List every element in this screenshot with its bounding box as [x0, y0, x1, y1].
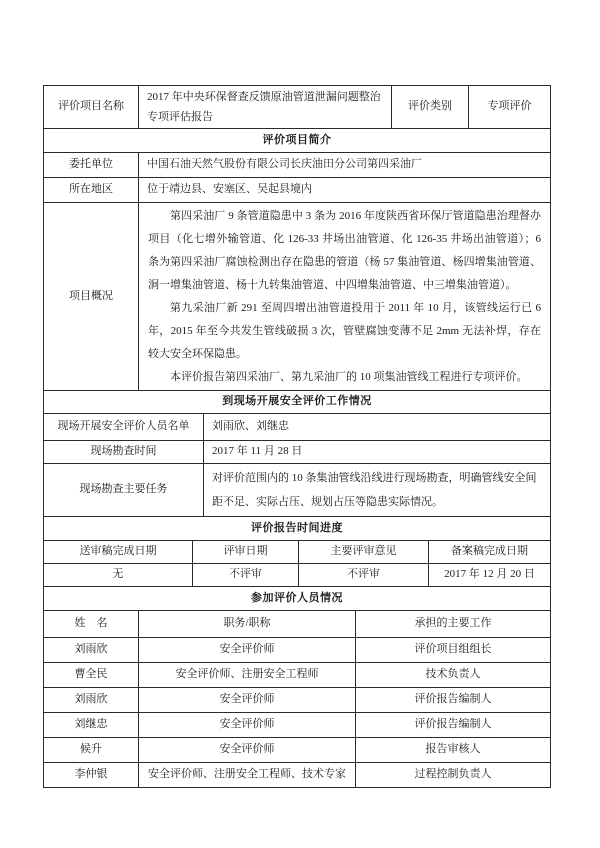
- personnel-name: 李仲银: [44, 763, 139, 788]
- overview-paragraph: 第九采油厂新 291 至周四增出油管道投用于 2011 年 10 月，该管线运行已 6 年，2015 年至今共发生管线破损 3 次，管壁腐蚀变薄不足 2mm 无法补焊，存在较大安全环保隐患。: [148, 302, 541, 360]
- table-row: [44, 129, 551, 153]
- table-row: [44, 611, 551, 638]
- personnel-name: 刘继忠: [44, 713, 139, 738]
- overview-paragraph: 第四采油厂 9 条管道隐患中 3 条为 2016 年度陕西省环保厅管道隐患治理督办项目（化七增外输管道、化 126-33 井场出油管道、化 126-35 井场出油管道）；6 条为第四采油厂腐蚀检测出存在隐患的管道（杨 57 集油管道、杨四增集油管道、涧一增集油管道、杨十九转集油管道、中四增集油管道、中三增集油管道）。: [148, 210, 541, 291]
- personnel-col-name: 姓 名: [44, 611, 139, 638]
- table-row: [44, 391, 551, 414]
- table-row: [44, 464, 551, 517]
- table-row: [44, 441, 551, 464]
- personnel-name: 曹全民: [44, 663, 139, 688]
- personnel-col-title: 职务/职称: [139, 611, 356, 638]
- overview-value: [139, 203, 551, 391]
- personnel-title: 安全评价师: [139, 713, 356, 738]
- personnel-work: 技术负责人: [356, 663, 551, 688]
- personnel-row: [44, 713, 551, 738]
- personnel-title: 安全评价师: [139, 688, 356, 713]
- survey-time-label: 现场勘查时间: [44, 441, 204, 464]
- table-row: [44, 178, 551, 203]
- table-row: [44, 414, 551, 441]
- section-heading-intro: 评价项目简介: [44, 129, 551, 153]
- personnel-work: 过程控制负责人: [356, 763, 551, 788]
- personnel-row: [44, 763, 551, 788]
- table-row: [44, 587, 551, 611]
- personnel-row: [44, 688, 551, 713]
- schedule-val-review-opinion: 不评审: [299, 564, 429, 587]
- overview-label: 项目概况: [44, 203, 139, 391]
- project-name-label: 评价项目名称: [44, 86, 139, 129]
- personnel-work: 评价项目组组长: [356, 638, 551, 663]
- personnel-name: 刘雨欣: [44, 688, 139, 713]
- personnel-work: 报告审核人: [356, 738, 551, 763]
- region-value: 位于靖边县、安塞区、吴起县境内: [139, 178, 551, 203]
- site-staff-label: 现场开展安全评价人员名单: [44, 414, 204, 441]
- table-row: [44, 517, 551, 541]
- evaluation-form-table: [43, 85, 551, 788]
- table-row: [44, 203, 551, 391]
- personnel-row: [44, 638, 551, 663]
- personnel-title: 安全评价师: [139, 738, 356, 763]
- section-heading-schedule: 评价报告时间进度: [44, 517, 551, 541]
- survey-task-value: 对评价范围内的 10 条集油管线沿线进行现场勘查，明确管线安全间距不足、实际占压、规划占压等隐患实际情况。: [204, 464, 551, 517]
- section-heading-personnel: 参加评价人员情况: [44, 587, 551, 611]
- client-value: 中国石油天然气股份有限公司长庆油田分公司第四采油厂: [139, 153, 551, 178]
- personnel-row: [44, 738, 551, 763]
- personnel-name: 候升: [44, 738, 139, 763]
- table-row: [44, 541, 551, 564]
- section-heading-site-work: 到现场开展安全评价工作情况: [44, 391, 551, 414]
- personnel-title: 安全评价师、注册安全工程师: [139, 663, 356, 688]
- category-label: 评价类别: [392, 86, 469, 129]
- schedule-val-draft-date: 无: [44, 564, 193, 587]
- site-staff-value: 刘雨欣、刘继忠: [204, 414, 551, 441]
- personnel-work: 评价报告编制人: [356, 713, 551, 738]
- personnel-work: 评价报告编制人: [356, 688, 551, 713]
- schedule-val-record-date: 2017 年 12 月 20 日: [429, 564, 551, 587]
- personnel-col-work: 承担的主要工作: [356, 611, 551, 638]
- personnel-row: [44, 663, 551, 688]
- personnel-title: 安全评价师: [139, 638, 356, 663]
- region-label: 所在地区: [44, 178, 139, 203]
- survey-task-label: 现场勘查主要任务: [44, 464, 204, 517]
- table-row: [44, 86, 551, 129]
- survey-time-value: 2017 年 11 月 28 日: [204, 441, 551, 464]
- overview-paragraph: 本评价报告第四采油厂、第九采油厂的 10 项集油管线工程进行专项评价。: [170, 371, 528, 383]
- project-name-value: 2017 年中央环保督查反馈原油管道泄漏问题整治专项评估报告: [139, 86, 392, 129]
- category-value: 专项评价: [469, 86, 551, 129]
- schedule-col-review-date: 评审日期: [193, 541, 299, 564]
- schedule-val-review-date: 不评审: [193, 564, 299, 587]
- schedule-col-record-date: 备案稿完成日期: [429, 541, 551, 564]
- personnel-name: 刘雨欣: [44, 638, 139, 663]
- schedule-col-draft-date: 送审稿完成日期: [44, 541, 193, 564]
- schedule-col-review-opinion: 主要评审意见: [299, 541, 429, 564]
- personnel-title: 安全评价师、注册安全工程师、技术专家: [139, 763, 356, 788]
- table-row: [44, 564, 551, 587]
- client-label: 委托单位: [44, 153, 139, 178]
- table-row: [44, 153, 551, 178]
